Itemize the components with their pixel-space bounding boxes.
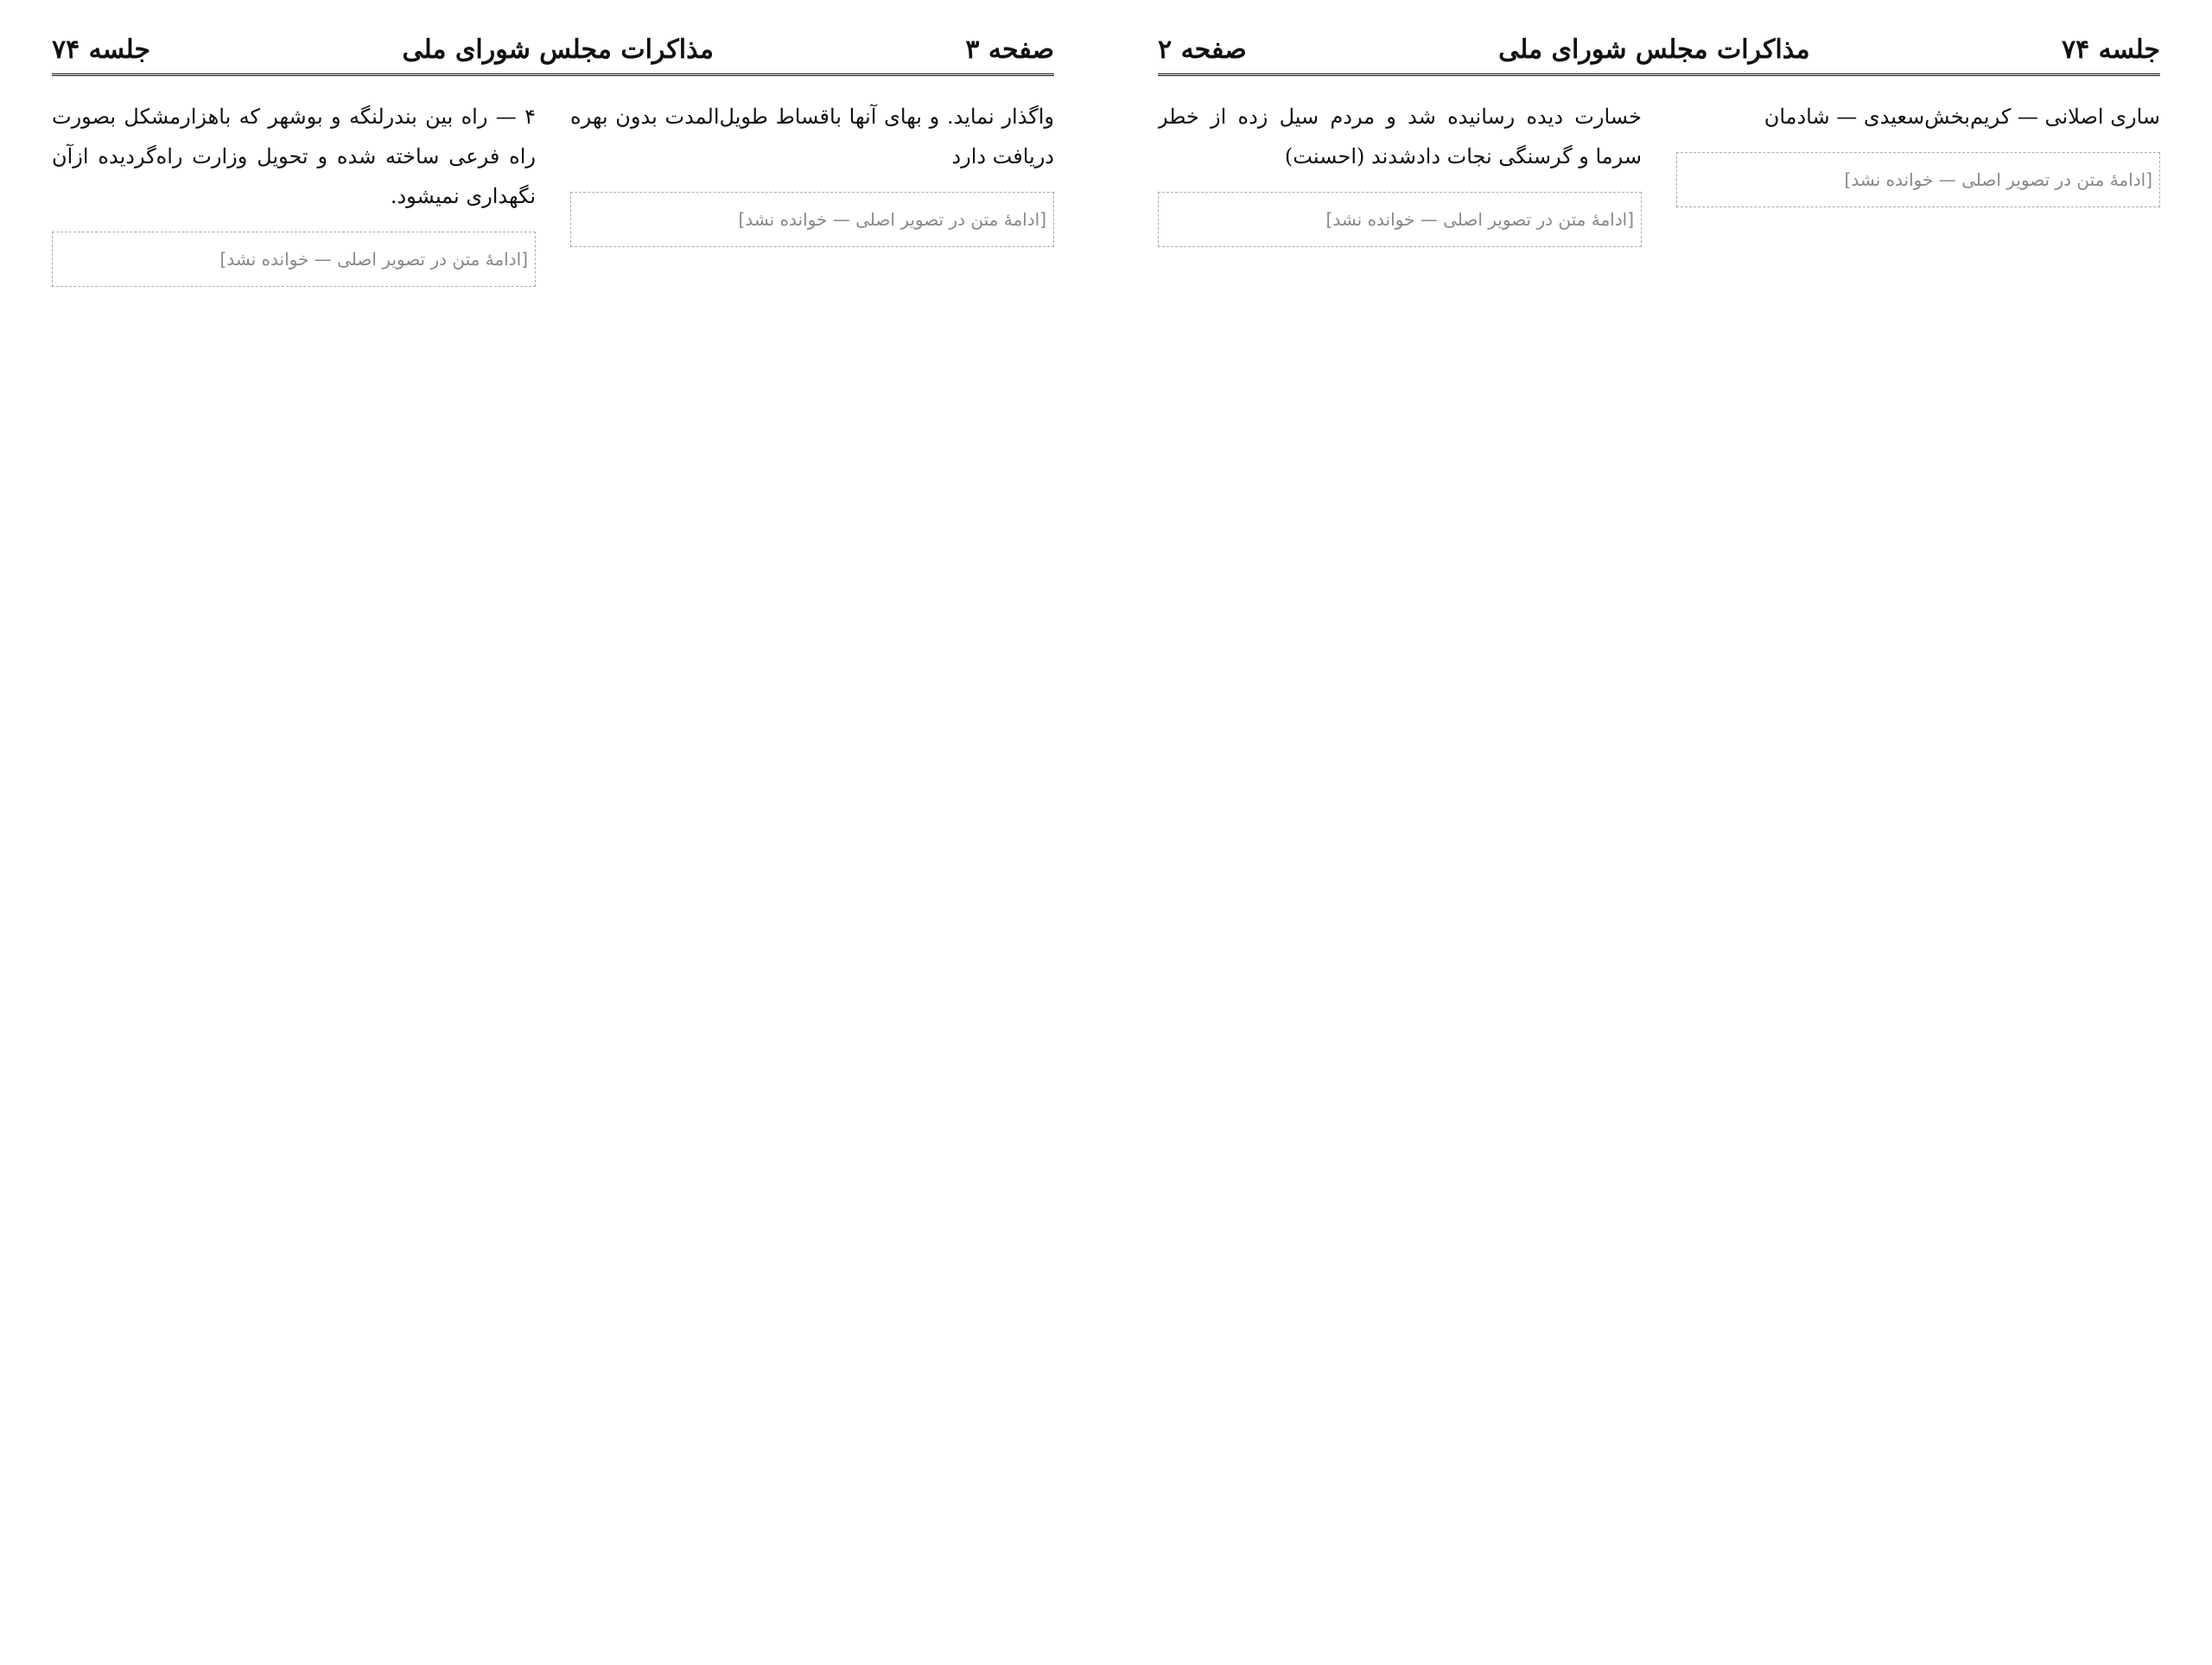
columns <box>1158 97 2160 1635</box>
page-header <box>1158 35 2160 76</box>
page-header <box>52 35 1054 76</box>
paragraph: خسارت دیده رسانیده شد و مردم سیل زده از خطر سرما و گرسنگی نجات دادشدند (احسنت) <box>1158 105 1642 168</box>
paragraph: ساری اصلانی — کریم‌بخش‌سعیدی — شادمان <box>1764 105 2160 129</box>
column-left <box>52 97 536 1635</box>
column-left <box>1158 97 1642 1635</box>
illegible-note: [ادامهٔ متن در تصویر اصلی — خوانده نشد] <box>1158 192 1642 247</box>
column-right <box>570 97 1054 1635</box>
page-number: صفحه ۲ <box>1158 35 1247 65</box>
page-number: صفحه ۳ <box>965 35 1054 65</box>
right-page <box>1106 0 2212 1665</box>
paragraph: ۴ — راه بین بندرلنگه و بوشهر که باهزارمشکل بصورت راه فرعی ساخته شده و تحویل وزارت راه‌گردیده ازآن نگهداری نمیشود. <box>52 105 536 208</box>
columns <box>52 97 1054 1635</box>
session-number: جلسه ۷۴ <box>52 35 151 65</box>
page-title: مذاکرات مجلس شورای ملی <box>1498 35 1810 65</box>
illegible-note: [ادامهٔ متن در تصویر اصلی — خوانده نشد] <box>1676 152 2160 207</box>
illegible-note: [ادامهٔ متن در تصویر اصلی — خوانده نشد] <box>52 232 536 287</box>
page-title: مذاکرات مجلس شورای ملی <box>402 35 714 65</box>
column-right <box>1676 97 2160 1635</box>
paragraph: واگذار نماید. و بهای آنها باقساط طویل‌المدت بدون بهره دریافت دارد <box>570 105 1054 168</box>
illegible-note: [ادامهٔ متن در تصویر اصلی — خوانده نشد] <box>570 192 1054 247</box>
session-number: جلسه ۷۴ <box>2061 35 2160 65</box>
